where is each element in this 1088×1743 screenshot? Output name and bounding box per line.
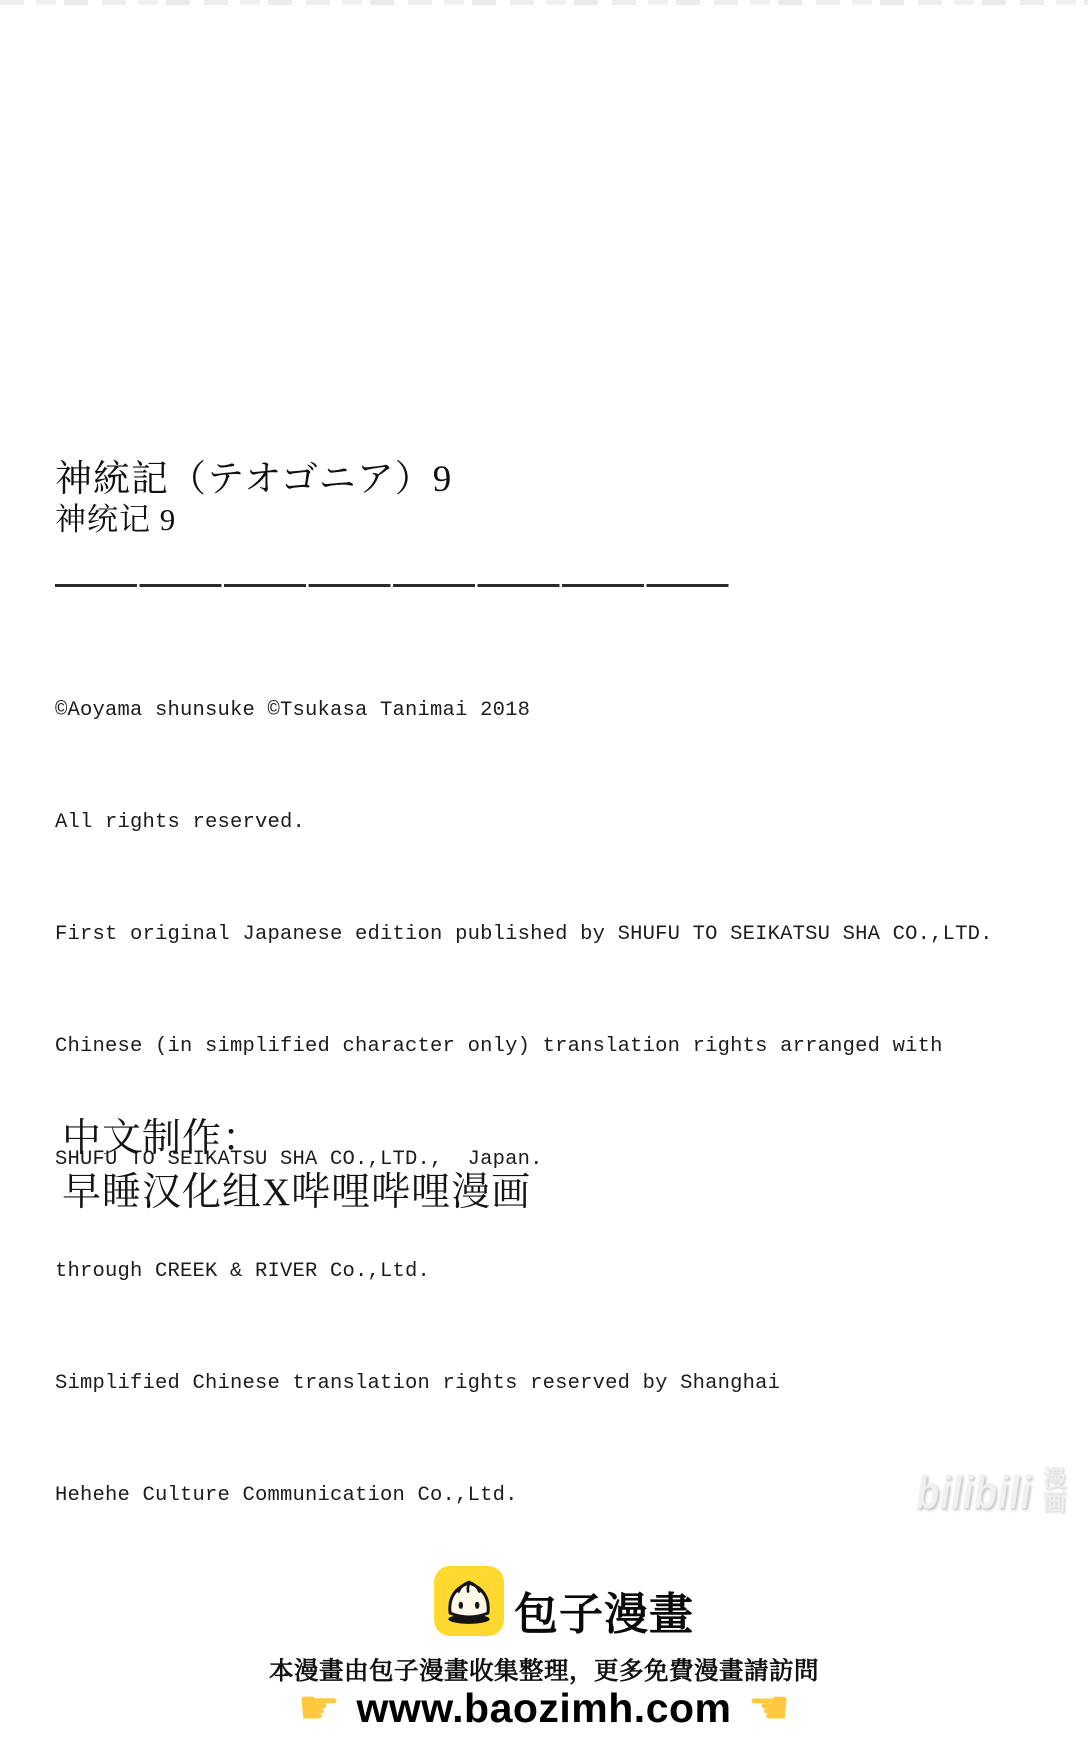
baozi-bun-icon: [434, 1566, 504, 1636]
copyright-line: SHUFU TO SEIKATSU SHA CO.,LTD., Japan.: [55, 1147, 543, 1171]
credits-label: 中文制作：: [62, 1117, 263, 1160]
site-url: www.baozimh.com: [356, 1684, 732, 1731]
footer-notice: 本漫畫由包子漫畫收集整理，更多免費漫畫請訪問: [269, 1658, 819, 1685]
bilibili-manga-vertical-text: [1043, 1466, 1066, 1514]
title-chinese: 神统记 9: [55, 502, 177, 537]
copyright-line: through CREEK & RIVER Co.,Ltd.: [55, 1259, 431, 1283]
credits-group: 早睡汉化组X哔哩哔哩漫画: [62, 1171, 532, 1214]
localization-credits: [62, 1112, 531, 1220]
copyright-line: Simplified Chinese translation rights reserved by Shanghai: [55, 1372, 781, 1396]
watermark-char: 漫: [1042, 1465, 1066, 1491]
bilibili-logo-text: bilibili: [916, 1466, 1032, 1518]
title-japanese: 神統記（テオゴニア）9: [55, 459, 453, 500]
copyright-line: All rights reserved.: [55, 811, 306, 835]
pointing-right-hand-icon: ☛: [297, 1680, 341, 1736]
bilibili-watermark: [916, 1464, 1066, 1520]
pointing-left-hand-icon: ☚: [747, 1680, 791, 1736]
copyright-line: ©Aoyama shunsuke ©Tsukasa Tanimai 2018: [55, 698, 531, 722]
brand-name: 包子漫畫: [514, 1590, 694, 1639]
watermark-char: 画: [1042, 1489, 1066, 1515]
copyright-line: Hehehe Culture Communication Co.,Ltd.: [55, 1484, 518, 1508]
underscore-divider: [55, 584, 731, 587]
cropped-text-artifact: [0, 0, 1088, 5]
copyright-line: First original Japanese edition published by SHUFU TO SEIKATSU SHA CO.,LTD.: [55, 923, 993, 947]
footer-url-row: [0, 1680, 1088, 1736]
copyright-line: Chinese (in simplified character only) translation rights arranged with: [55, 1035, 943, 1059]
copyright-block: [55, 617, 1045, 1590]
